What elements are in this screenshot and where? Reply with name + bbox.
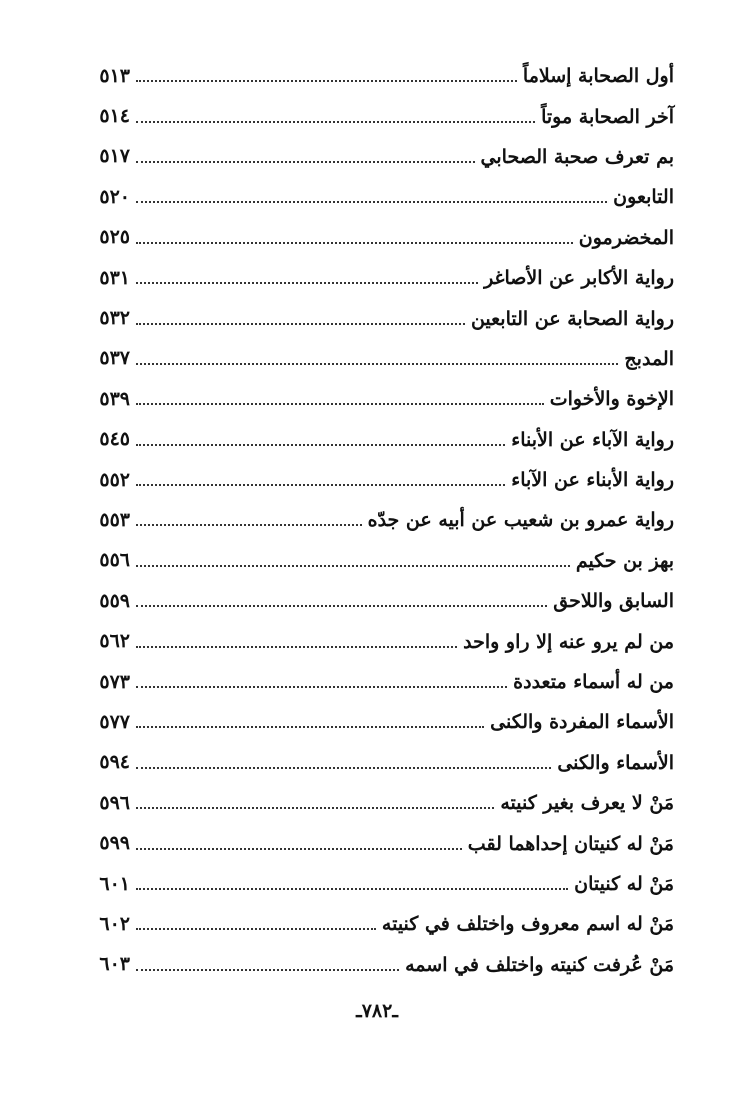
toc-page-number: ٥٥٢ [99,468,130,491]
toc-row [74,581,674,621]
toc-page-number: ٥٩٩ [99,832,130,855]
toc-entry-title: الأسماء المفردة والكنى [490,711,674,734]
dot-leader [136,361,618,365]
toc-page-number: ٥٥٩ [99,589,130,612]
dot-leader [136,724,484,728]
toc-page-number: ٥٣٧ [99,347,130,370]
toc-entry-title: بهز بن حكيم [575,549,674,572]
toc-entry-title: رواية الآباء عن الأبناء [511,428,674,451]
toc-entry-title: من لم يرو عنه إلا راو واحد [463,630,674,653]
dot-leader [136,522,362,526]
toc-page-number: ٥٩٤ [99,751,130,774]
toc-page-number: ٥١٣ [99,64,130,87]
toc-row [74,339,674,379]
toc-row [74,621,674,661]
toc-page-number: ٦٠٢ [99,912,130,935]
dot-leader [136,886,568,890]
toc-entry-title: مَنْ له كنيتان إحداهما لقب [467,832,674,855]
toc-page-number: ٥٧٣ [99,670,130,693]
toc-row [74,96,674,136]
dot-leader [136,78,517,82]
page-number: ـ٧٨٢ـ [356,1000,398,1022]
toc-row [74,702,674,742]
toc-entry-title: الأسماء والكنى [557,751,674,774]
toc-row [74,56,674,96]
toc-entry-title: بم تعرف صحبة الصحابي [480,145,674,168]
table-of-contents [74,56,674,985]
dot-leader [136,482,505,486]
toc-row [74,177,674,217]
toc-row [74,258,674,298]
toc-entry-title: أول الصحابة إسلاماً [522,65,674,88]
dot-leader [136,401,544,405]
toc-entry-title: رواية الأبناء عن الآباء [511,469,674,492]
toc-entry-title: من له أسماء متعددة [513,671,674,694]
toc-page-number: ٥٣٩ [99,387,130,410]
toc-page-number: ٥٥٣ [99,508,130,531]
toc-page-number: ٦٠١ [99,872,130,895]
toc-page-number: ٥٤٥ [99,428,130,451]
dot-leader [136,563,570,567]
dot-leader [136,926,376,930]
toc-page-number: ٥٦٢ [99,630,130,653]
toc-row [74,460,674,500]
dot-leader [136,765,551,769]
toc-page-number: ٥٥٦ [99,549,130,572]
toc-page-number: ٥٢٠ [99,185,130,208]
toc-entry-title: رواية عمرو بن شعيب عن أبيه عن جدّه [367,509,674,532]
toc-row [74,420,674,460]
toc-row [74,500,674,540]
toc-row [74,379,674,419]
toc-entry-title: رواية الصحابة عن التابعين [470,307,674,330]
toc-row [74,864,674,904]
dot-leader [136,199,607,203]
toc-row [74,945,674,985]
toc-entry-title: مَنْ له كنيتان [574,873,674,895]
toc-page-number: ٥١٤ [99,105,130,128]
toc-page-number: ٥٩٦ [99,791,130,814]
toc-row [74,823,674,863]
dot-leader [136,644,457,648]
dot-leader [136,805,494,809]
dot-leader [136,684,507,688]
toc-entry-title: مَنْ له اسم معروف واختلف في كنيته [381,913,674,936]
toc-row [74,541,674,581]
toc-entry-title: التابعون [613,186,674,209]
toc-row [74,743,674,783]
dot-leader [136,846,462,850]
toc-page-number: ٥٧٧ [99,710,130,733]
dot-leader [136,603,547,607]
toc-entry-title: آخر الصحابة موتاً [541,105,674,128]
toc-entry-title: المدبج [624,347,674,370]
toc-entry-title: المخضرمون [578,226,674,249]
toc-page-number: ٥٢٥ [99,226,130,249]
dot-leader [136,321,465,325]
toc-entry-title: مَنْ عُرفت كنيته واختلف في اسمه [405,953,674,976]
toc-row [74,662,674,702]
toc-page-number: ٥٣١ [99,266,130,289]
toc-entry-title: الإخوة والأخوات [549,388,674,411]
dot-leader [136,240,573,244]
dot-leader [136,967,399,971]
toc-page-number: ٥١٧ [99,145,130,168]
toc-entry-title: السابق واللاحق [553,590,674,613]
toc-page-number: ٦٠٣ [99,953,130,976]
toc-entry-title: رواية الأكابر عن الأصاغر [484,267,674,290]
toc-row [74,783,674,823]
dot-leader [136,159,475,163]
dot-leader [136,280,478,284]
toc-page-number: ٥٣٢ [99,307,130,330]
toc-row [74,218,674,258]
dot-leader [136,119,535,123]
toc-entry-title: مَنْ لا يعرف بغير كنيته [500,792,674,815]
toc-row [74,298,674,338]
toc-row [74,904,674,944]
toc-row [74,137,674,177]
dot-leader [136,442,505,446]
